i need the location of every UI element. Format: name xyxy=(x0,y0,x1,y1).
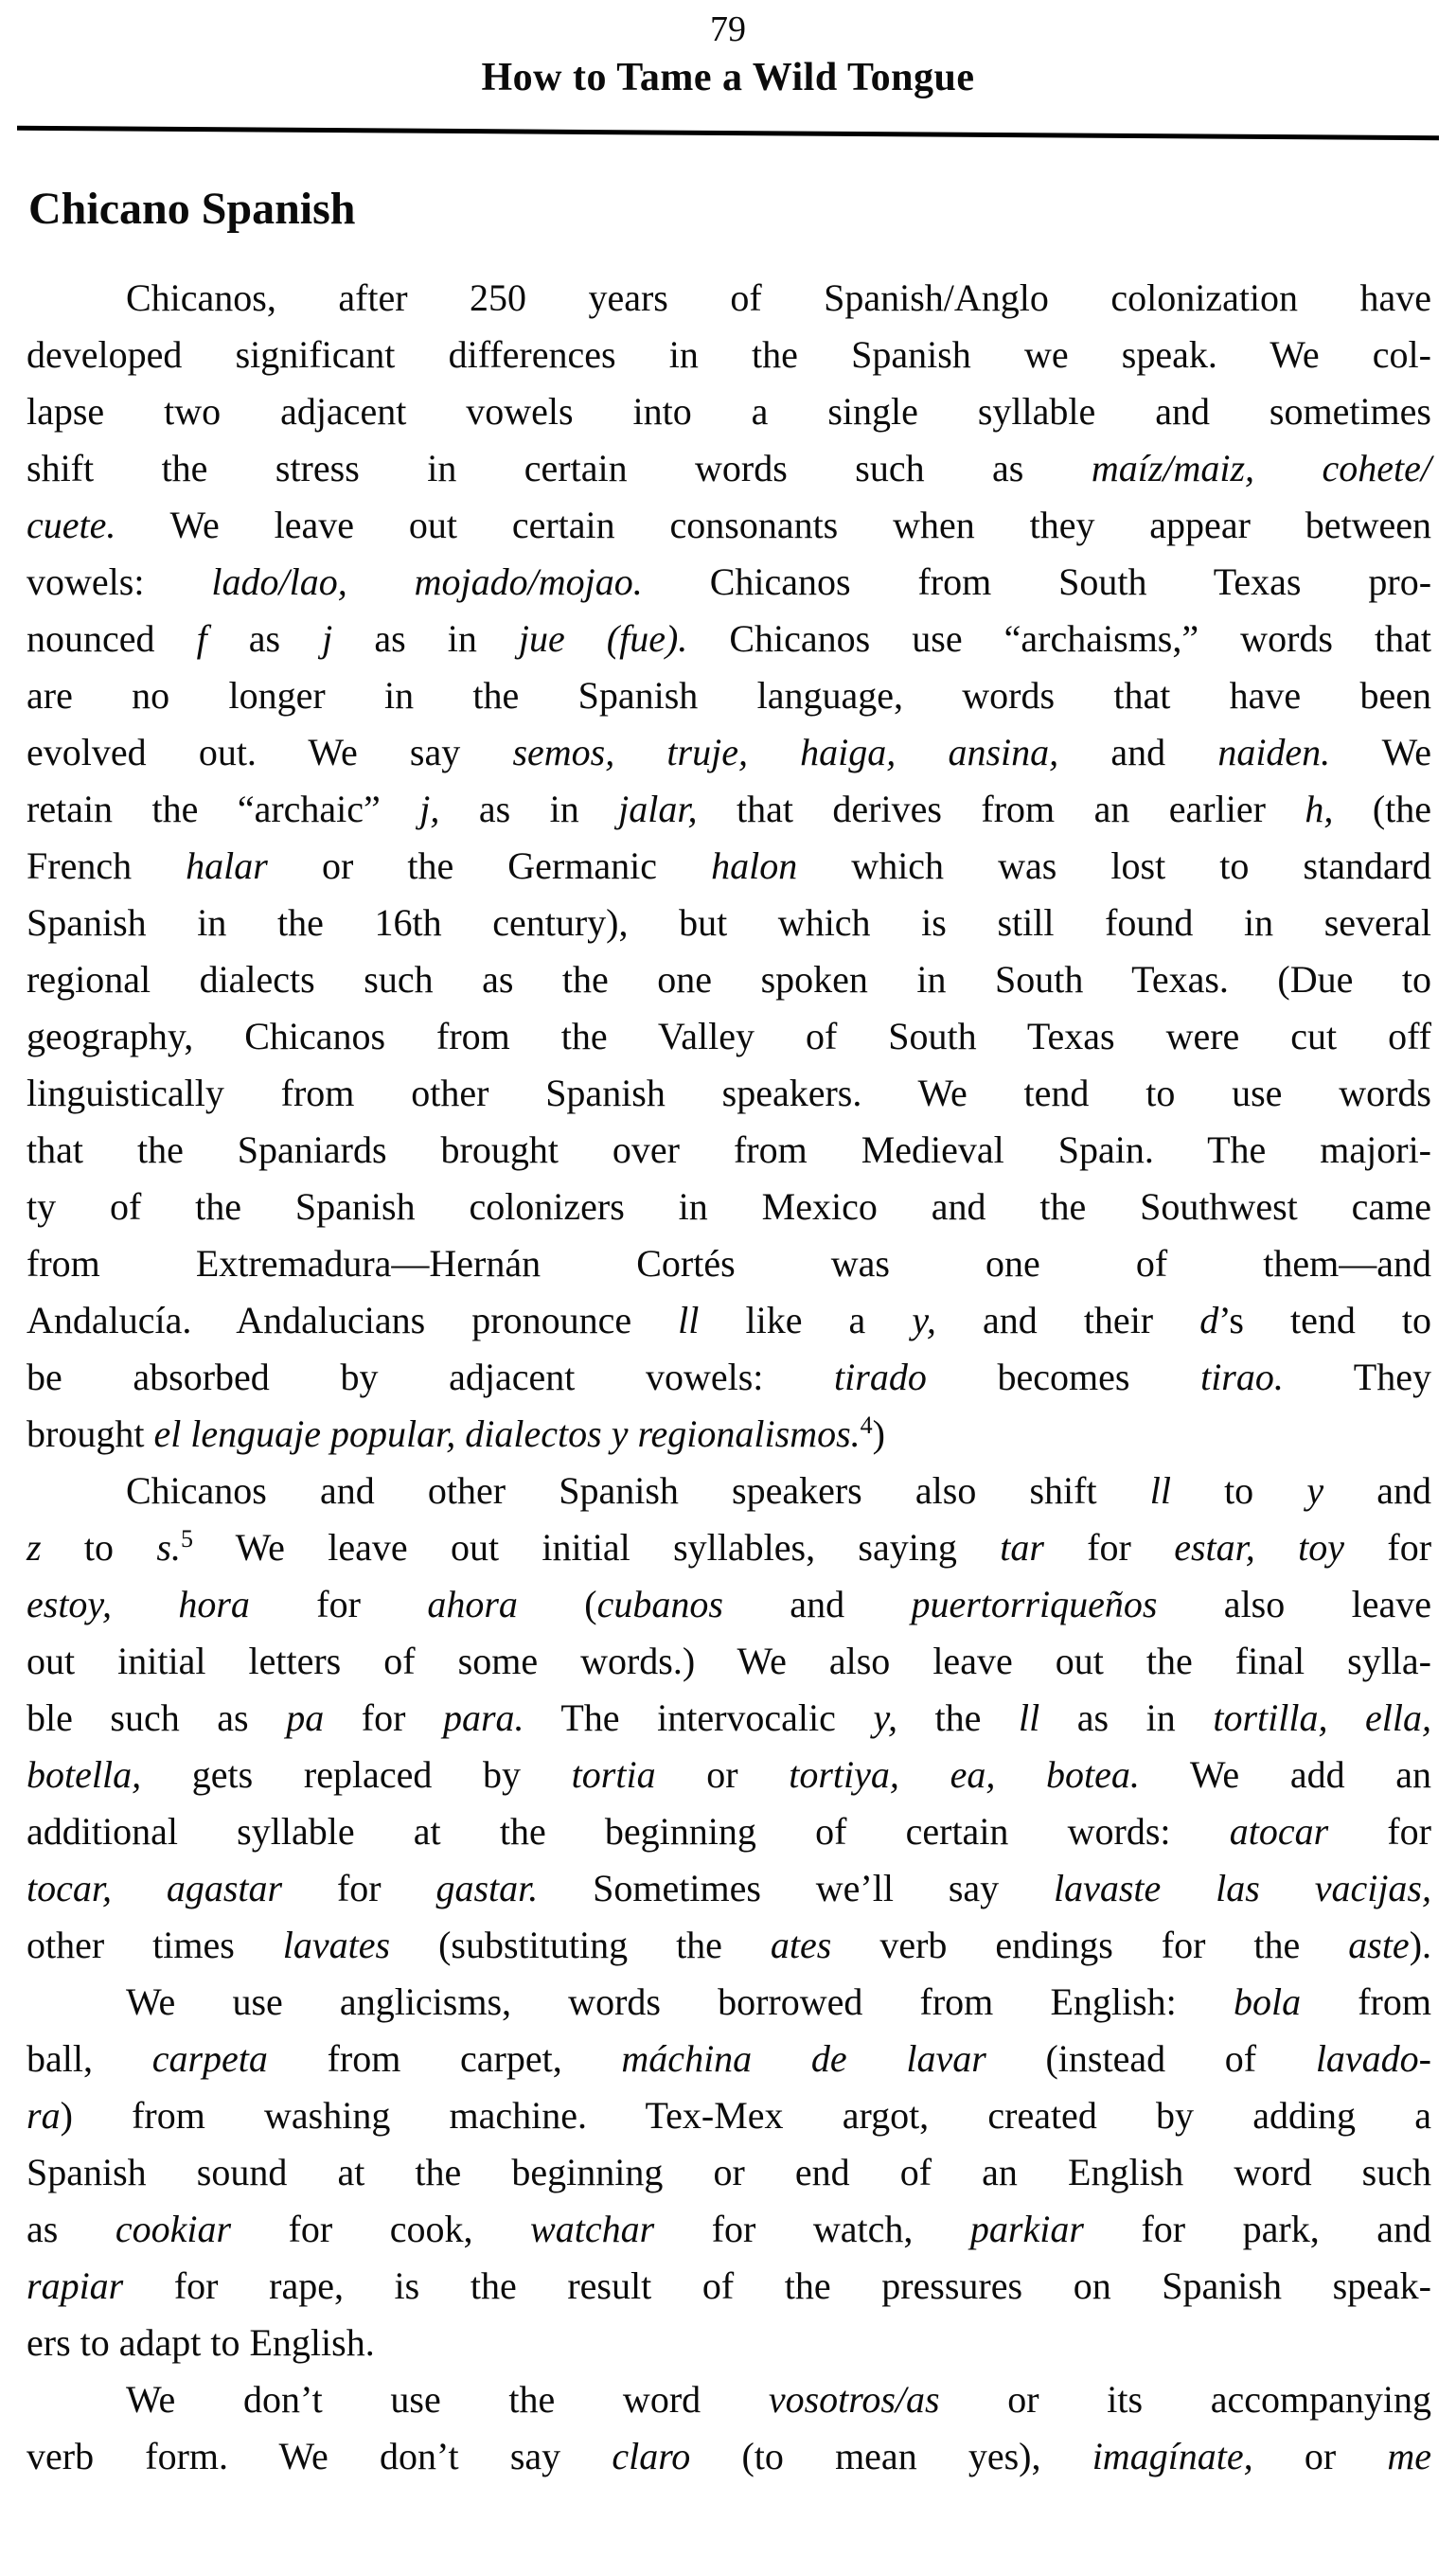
text-segment: vowels: xyxy=(27,560,212,603)
text-segment: maíz/maiz, xyxy=(1091,447,1255,489)
text-segment: from Extremadura—Hernán Cortés was one of them—and xyxy=(27,1242,1431,1285)
paragraph xyxy=(27,1974,1431,2371)
text-segment: brought xyxy=(27,1412,154,1455)
header-rule xyxy=(17,126,1439,140)
text-segment: verb form. We don’t say xyxy=(27,2435,613,2477)
text-segment: ates xyxy=(770,1924,832,1966)
text-segment: lavaste las vacijas, xyxy=(1054,1867,1431,1909)
text-segment: watchar xyxy=(530,2208,655,2250)
text-line xyxy=(27,327,1431,383)
text-segment: gastar. xyxy=(435,1867,539,1909)
text-line xyxy=(27,951,1431,1008)
text-segment: (substituting the xyxy=(390,1924,771,1966)
text-segment: other times xyxy=(27,1924,283,1966)
text-segment: estar, xyxy=(1174,1526,1255,1569)
running-title: How to Tame a Wild Tongue xyxy=(481,56,975,99)
text-segment: toy xyxy=(1298,1526,1345,1569)
text-segment: linguistically from other Spanish speakers. We tend to use words xyxy=(27,1072,1431,1114)
text-segment: d xyxy=(1199,1299,1219,1341)
text-segment: nounced xyxy=(27,617,197,660)
text-segment: lado/lao, mojado/mojao. xyxy=(211,560,643,603)
text-segment: el lenguaje popular, dialectos y regionalismos. xyxy=(153,1412,861,1455)
text-segment: geography, Chicanos from the Valley of South Texas were cut off xyxy=(27,1015,1431,1057)
text-line xyxy=(27,1860,1431,1917)
text-segment: from xyxy=(1301,1980,1431,2023)
text-segment: be absorbed by adjacent vowels: xyxy=(27,1356,835,1398)
text-segment: ) from washing machine. Tex-Mex argot, created by adding a xyxy=(60,2094,1431,2137)
text-line xyxy=(27,1235,1431,1292)
text-segment: z xyxy=(27,1526,42,1569)
text-segment: The intervocalic xyxy=(524,1696,874,1739)
text-line xyxy=(27,440,1431,497)
text-segment: as in xyxy=(332,617,519,660)
text-segment: ball, xyxy=(27,2037,152,2080)
text-line xyxy=(27,895,1431,951)
text-segment: j, xyxy=(419,788,440,830)
text-segment: ) xyxy=(872,1412,885,1455)
text-line xyxy=(27,1747,1431,1803)
text-line xyxy=(27,1179,1431,1235)
text-line xyxy=(27,1690,1431,1747)
text-segment: evolved out. We say xyxy=(27,731,513,773)
text-segment: naiden. xyxy=(1217,731,1331,773)
text-segment: ll xyxy=(1149,1469,1171,1512)
text-segment: ll xyxy=(1018,1696,1040,1739)
text-line xyxy=(27,2315,1431,2371)
text-line xyxy=(27,1008,1431,1065)
text-segment: (instead of xyxy=(985,2037,1316,2080)
text-line xyxy=(27,497,1431,554)
text-segment: or xyxy=(1252,2435,1388,2477)
text-line xyxy=(27,2031,1431,2087)
text-segment: for watch, xyxy=(654,2208,970,2250)
text-segment: as in xyxy=(1039,1696,1214,1739)
text-segment: semos, truje, haiga, ansina, xyxy=(512,731,1059,773)
text-segment: Spanish in the 16th century), but which is still found in several xyxy=(27,901,1431,944)
text-line xyxy=(27,1917,1431,1974)
text-line xyxy=(27,1519,1431,1576)
text-segment xyxy=(112,1583,178,1625)
text-segment: for xyxy=(282,1867,436,1909)
footnote-reference: 5 xyxy=(180,1525,193,1553)
text-segment: tortiya, ea, botea. xyxy=(789,1753,1140,1796)
text-segment: for xyxy=(1328,1810,1431,1853)
text-segment: ty of the Spanish colonizers in Mexico and the Southwest came xyxy=(27,1185,1431,1228)
text-segment: that derives from an earlier xyxy=(697,788,1305,830)
text-segment: jue (fue). xyxy=(518,617,688,660)
body-text xyxy=(27,270,1431,2485)
text-line xyxy=(27,2258,1431,2315)
text-segment: Spanish sound at the beginning or end of an English word such xyxy=(27,2151,1431,2193)
text-segment: and xyxy=(1058,731,1218,773)
text-segment: estoy, xyxy=(27,1583,112,1625)
text-segment: parkiar xyxy=(969,2208,1084,2250)
text-segment: lavates xyxy=(282,1924,391,1966)
text-line xyxy=(27,2428,1431,2485)
text-segment: from carpet, xyxy=(267,2037,622,2080)
text-line xyxy=(27,1065,1431,1122)
text-segment: as in xyxy=(439,788,619,830)
text-segment: f xyxy=(196,617,207,660)
text-segment: for xyxy=(249,1583,428,1625)
text-line xyxy=(27,383,1431,440)
text-segment: bola xyxy=(1233,1980,1302,2023)
text-segment: tirado xyxy=(834,1356,927,1398)
text-segment: and xyxy=(1323,1469,1431,1512)
page-number: 79 xyxy=(710,9,746,49)
text-line xyxy=(27,1292,1431,1349)
text-segment: We xyxy=(1330,731,1431,773)
text-line xyxy=(27,2201,1431,2258)
text-segment: and their xyxy=(935,1299,1200,1341)
text-segment: that the Spaniards brought over from Medieval Spain. The majori- xyxy=(27,1128,1431,1171)
text-segment: lapse two adjacent vowels into a single syllable and sometimes xyxy=(27,390,1431,433)
text-segment xyxy=(1255,1526,1298,1569)
text-segment: for cook, xyxy=(231,2208,531,2250)
paragraph xyxy=(27,2371,1431,2485)
text-segment: cohete/ xyxy=(1322,447,1432,489)
text-segment: h, xyxy=(1305,788,1334,830)
text-segment: the xyxy=(897,1696,1019,1739)
text-segment: botella, xyxy=(27,1753,142,1796)
text-segment: (the xyxy=(1333,788,1432,830)
text-segment: (to mean yes), xyxy=(690,2435,1092,2477)
text-segment: ra xyxy=(27,2094,61,2137)
text-segment: to xyxy=(1170,1469,1307,1512)
text-line xyxy=(27,2144,1431,2201)
text-segment xyxy=(1254,447,1322,489)
text-line xyxy=(27,1349,1431,1406)
text-segment: Chicanos, after 250 years of Spanish/Anglo colonization have xyxy=(126,276,1431,319)
text-segment: Andalucía. Andalucians pronounce xyxy=(27,1299,679,1341)
text-segment: We leave out certain consonants when they appear between xyxy=(115,504,1431,546)
paragraph xyxy=(27,1463,1431,1974)
text-segment: rapiar xyxy=(27,2264,124,2307)
text-segment: jalar, xyxy=(618,788,698,830)
text-segment: as xyxy=(27,2208,115,2250)
text-segment: me xyxy=(1387,2435,1431,2477)
text-segment: ). xyxy=(1409,1924,1432,1966)
text-segment: to xyxy=(41,1526,157,1569)
text-segment: halar xyxy=(186,844,268,887)
section-heading: Chicano Spanish xyxy=(28,184,356,234)
text-segment: gets replaced by xyxy=(141,1753,572,1796)
text-segment: for xyxy=(324,1696,443,1739)
text-segment: which was lost to standard xyxy=(797,844,1432,887)
text-line xyxy=(27,781,1431,838)
text-segment: for rape, is the result of the pressures on Spanish speak- xyxy=(123,2264,1431,2307)
footnote-reference: 4 xyxy=(860,1411,873,1439)
text-segment: halon xyxy=(711,844,798,887)
text-segment: ble such as xyxy=(27,1696,287,1739)
text-segment: We add an xyxy=(1139,1753,1432,1796)
text-segment: para. xyxy=(442,1696,524,1739)
text-line xyxy=(27,1633,1431,1690)
text-line xyxy=(27,1803,1431,1860)
text-segment: shift the stress in certain words such as xyxy=(27,447,1092,489)
text-segment: y, xyxy=(912,1299,936,1341)
text-segment: as xyxy=(206,617,323,660)
text-segment: Chicanos from South Texas pro- xyxy=(642,560,1432,603)
text-segment: or its accompanying xyxy=(939,2378,1431,2421)
text-segment: additional syllable at the beginning of certain words: xyxy=(27,1810,1230,1853)
text-segment: and xyxy=(722,1583,912,1625)
text-line xyxy=(27,2371,1431,2428)
text-segment: lavado- xyxy=(1315,2037,1431,2080)
text-line xyxy=(27,1406,1431,1463)
text-line xyxy=(27,667,1431,724)
text-segment: j xyxy=(322,617,333,660)
text-segment: tocar, agastar xyxy=(27,1867,283,1909)
text-segment: pa xyxy=(286,1696,325,1739)
text-segment: are no longer in the Spanish language, words that have been xyxy=(27,674,1431,717)
text-segment: out initial letters of some words.) We also leave out the final sylla- xyxy=(27,1640,1431,1682)
text-segment: imagínate, xyxy=(1092,2435,1253,2477)
text-segment: cookiar xyxy=(115,2208,232,2250)
text-segment: s. xyxy=(156,1526,181,1569)
text-segment: carpeta xyxy=(151,2037,268,2080)
text-segment: máchina de lavar xyxy=(621,2037,986,2080)
text-segment: atocar xyxy=(1229,1810,1329,1853)
text-segment: Chicanos and other Spanish speakers also shift xyxy=(126,1469,1150,1512)
text-segment: regional dialects such as the one spoken in South Texas. (Due to xyxy=(27,958,1431,1001)
text-segment: for xyxy=(1043,1526,1175,1569)
text-line xyxy=(27,1974,1431,2031)
text-line xyxy=(27,1576,1431,1633)
text-line xyxy=(27,611,1431,667)
text-segment: tar xyxy=(1000,1526,1044,1569)
text-segment: We leave out initial syllables, saying xyxy=(192,1526,1001,1569)
text-segment: like a xyxy=(699,1299,913,1341)
text-segment: or xyxy=(655,1753,790,1796)
text-line xyxy=(27,1122,1431,1179)
text-segment: claro xyxy=(612,2435,691,2477)
text-segment: becomes xyxy=(926,1356,1201,1398)
text-segment: also leave xyxy=(1157,1583,1431,1625)
text-segment: cubanos xyxy=(596,1583,723,1625)
text-segment: retain the “archaic” xyxy=(27,788,420,830)
text-segment: tortilla, ella, xyxy=(1213,1696,1431,1739)
text-segment: ll xyxy=(678,1299,700,1341)
text-segment: We use anglicisms, words borrowed from English: xyxy=(126,1980,1234,2023)
text-segment: ( xyxy=(517,1583,597,1625)
text-segment: They xyxy=(1283,1356,1431,1398)
text-segment: y, xyxy=(873,1696,897,1739)
text-segment: or the Germanic xyxy=(267,844,712,887)
text-line xyxy=(27,838,1431,895)
text-segment: Sometimes we’ll say xyxy=(538,1867,1054,1909)
text-segment: Chicanos use “archaisms,” words that xyxy=(687,617,1431,660)
text-segment: We don’t use the word xyxy=(126,2378,769,2421)
text-segment: ahora xyxy=(427,1583,518,1625)
text-segment: ’s tend to xyxy=(1218,1299,1432,1341)
text-segment: cuete. xyxy=(27,504,116,546)
text-segment: hora xyxy=(178,1583,250,1625)
text-line xyxy=(27,270,1431,327)
text-line xyxy=(27,1463,1431,1519)
text-segment: ers to adapt to English. xyxy=(27,2321,375,2364)
text-line xyxy=(27,2087,1431,2144)
text-segment: developed significant differences in the Spanish we speak. We col- xyxy=(27,333,1431,376)
text-segment: tirao. xyxy=(1200,1356,1284,1398)
text-segment: verb endings for the xyxy=(831,1924,1349,1966)
text-line xyxy=(27,724,1431,781)
text-segment: aste xyxy=(1348,1924,1410,1966)
text-segment: y xyxy=(1306,1469,1324,1512)
text-segment: French xyxy=(27,844,186,887)
text-line xyxy=(27,554,1431,611)
text-segment: for park, and xyxy=(1083,2208,1431,2250)
text-segment: for xyxy=(1344,1526,1432,1569)
text-segment: tortia xyxy=(571,1753,656,1796)
text-segment: vosotros/as xyxy=(768,2378,940,2421)
text-segment: puertorriqueños xyxy=(911,1583,1158,1625)
paragraph xyxy=(27,270,1431,1463)
